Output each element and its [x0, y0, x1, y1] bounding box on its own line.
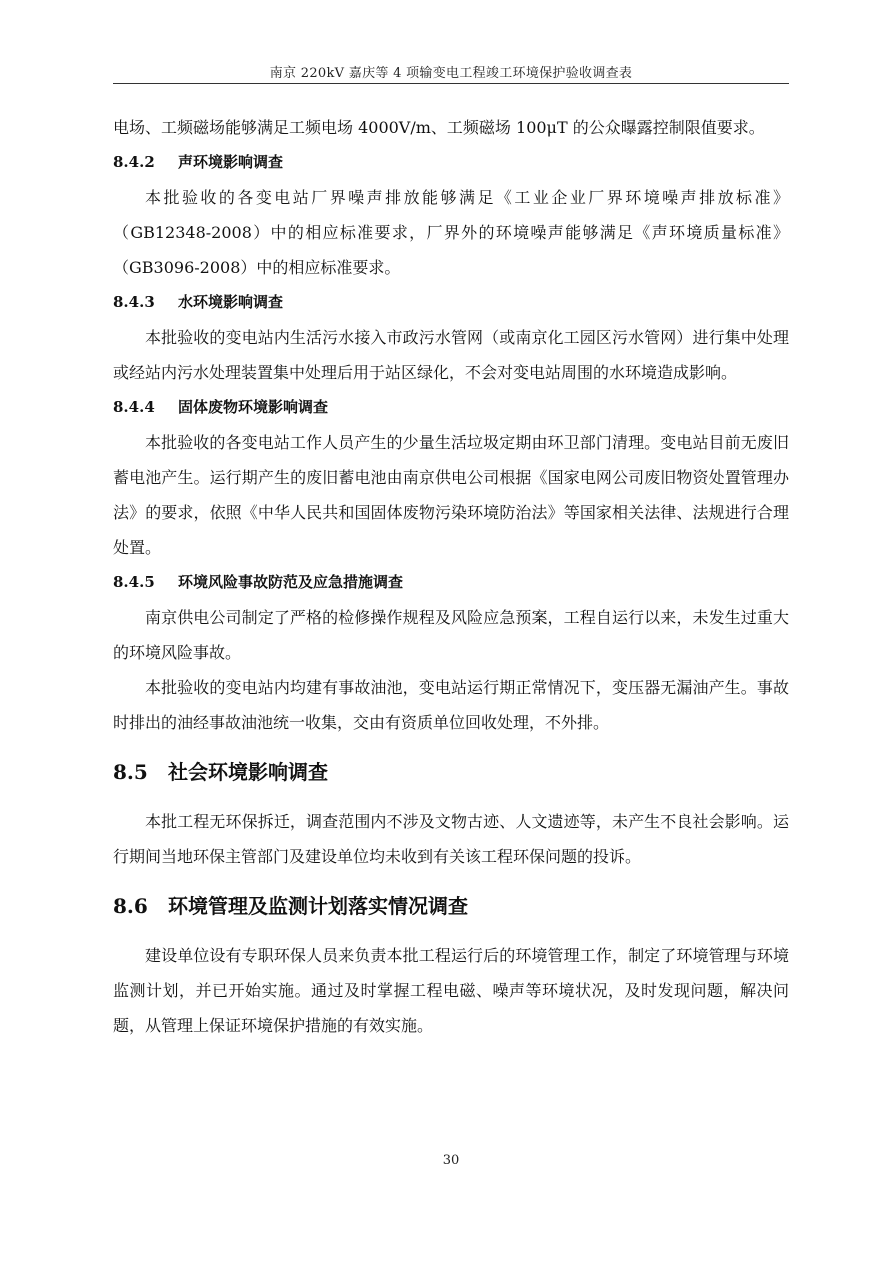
- subsection-title: 水环境影响调查: [178, 293, 284, 311]
- subsection-title: 声环境影响调查: [178, 153, 284, 171]
- page-number: 30: [442, 1153, 460, 1168]
- paragraph-risk-plan: 南京供电公司制定了严格的检修操作规程及风险应急预案，工程自运行以来，未发生过重大的环境风险事故。: [113, 608, 789, 662]
- paragraph-water: 本批验收的变电站内生活污水接入市政污水管网（或南京化工园区污水管网）进行集中处理或经站内污水处理装置集中处理后用于站区绿化，不会对变电站周围的水环境造成影响。: [113, 328, 789, 382]
- subsection-number: 8.4.5: [113, 573, 155, 591]
- paragraph-oil-pit: 本批验收的变电站内均建有事故油池，变电站运行期正常情况下，变压器无漏油产生。事故时排出的油经事故油池统一收集，交由有资质单位回收处理，不外排。: [113, 678, 789, 732]
- document-body: [113, 110, 789, 1043]
- header-divider: [113, 83, 789, 84]
- subsection-number: 8.4.2: [113, 153, 155, 171]
- subsection-title: 固体废物环境影响调查: [178, 398, 329, 416]
- subsection-number: 8.4.3: [113, 293, 155, 311]
- section-number: 8.6: [113, 894, 148, 918]
- section-title: 社会环境影响调查: [168, 760, 328, 784]
- paragraph-solid-waste: 本批验收的各变电站工作人员产生的少量生活垃圾定期由环卫部门清理。变电站目前无废旧蓄电池产生。运行期产生的废旧蓄电池由南京供电公司根据《国家电网公司废旧物资处置管理办法》的要求，依照《中华人民共和国固体废物污染环境防治法》等国家相关法律、法规进行合理处置。: [113, 433, 789, 557]
- section-heading-8-5: [113, 754, 789, 790]
- subsection-title: 环境风险事故防范及应急措施调查: [178, 573, 404, 591]
- paragraph-social: 本批工程无环保拆迁，调查范围内不涉及文物古迹、人文遗迹等，未产生不良社会影响。运行期间当地环保主管部门及建设单位均未收到有关该工程环保问题的投诉。: [113, 812, 789, 866]
- subsection-heading-8-4-2: [113, 145, 789, 180]
- subsection-number: 8.4.4: [113, 398, 155, 416]
- page-header-title: 南京 220kV 嘉庆等 4 项输变电工程竣工环境保护验收调查表: [269, 66, 633, 81]
- paragraph-noise: 本批验收的各变电站厂界噪声排放能够满足《工业企业厂界环境噪声排放标准》（GB12348-2008）中的相应标准要求，厂界外的环境噪声能够满足《声环境质量标准》（GB3096-2008）中的相应标准要求。: [113, 188, 789, 277]
- subsection-heading-8-4-5: [113, 565, 789, 600]
- section-heading-8-6: [113, 888, 789, 924]
- paragraph-management: 建设单位设有专职环保人员来负责本批工程运行后的环境管理工作，制定了环境管理与环境监测计划，并已开始实施。通过及时掌握工程电磁、噪声等环境状况，及时发现问题，解决问题，从管理上保证环境保护措施的有效实施。: [113, 946, 789, 1035]
- section-number: 8.5: [113, 760, 148, 784]
- section-title: 环境管理及监测计划落实情况调查: [168, 894, 468, 918]
- paragraph-emf-continuation: 电场、工频磁场能够满足工频电场 4000V/m、工频磁场 100μT 的公众曝露控制限值要求。: [113, 118, 765, 137]
- subsection-heading-8-4-4: [113, 390, 789, 425]
- subsection-heading-8-4-3: [113, 285, 789, 320]
